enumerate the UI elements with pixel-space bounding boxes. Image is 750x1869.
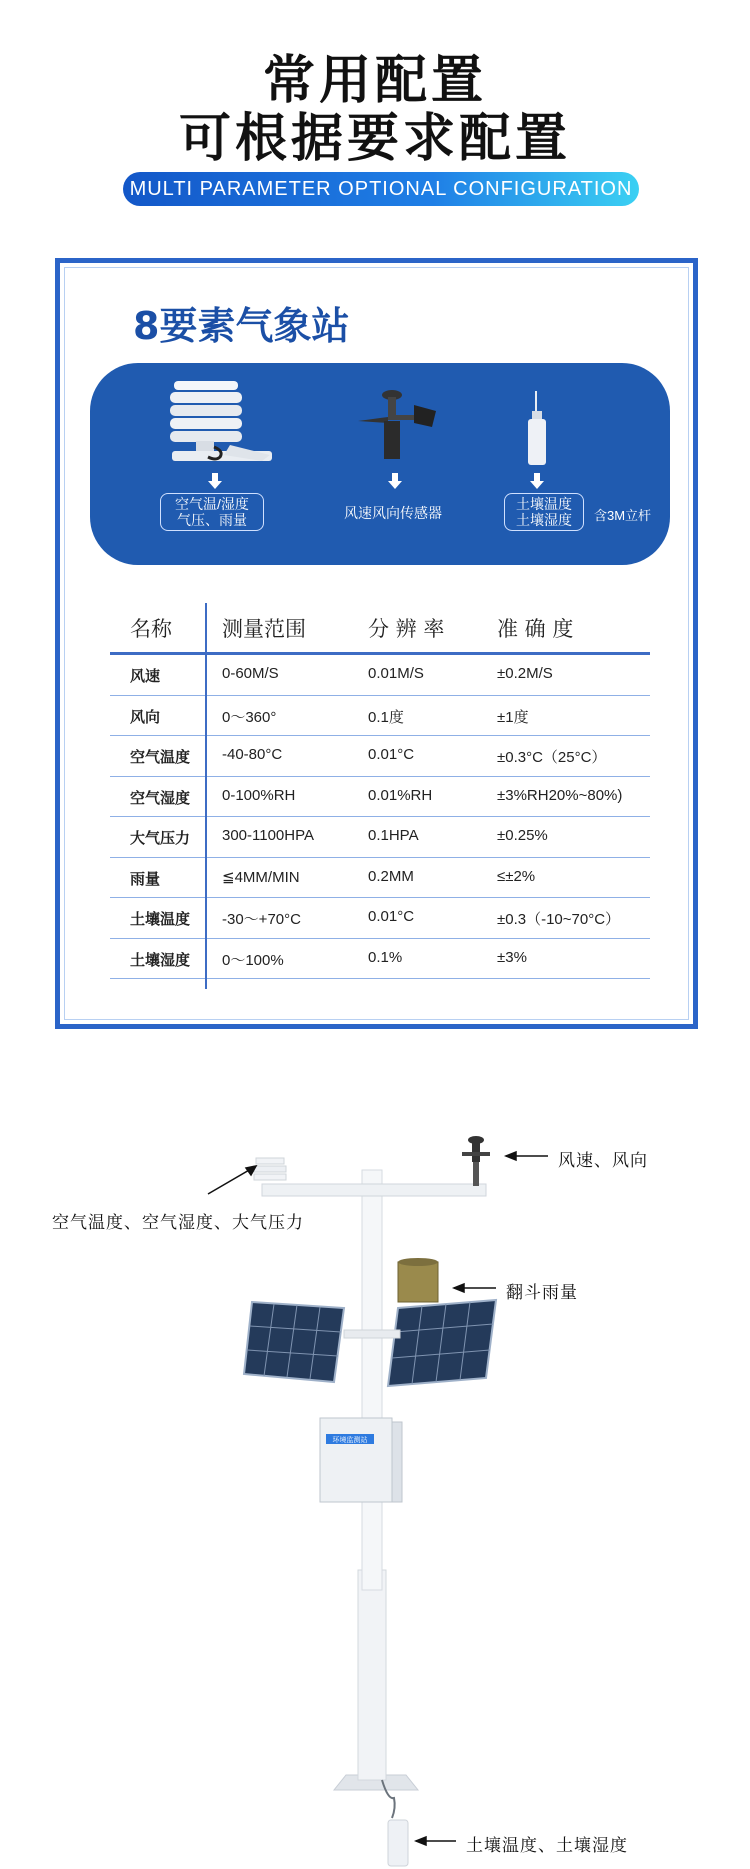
cell-accuracy: ±0.3（-10~70°C） (497, 911, 621, 928)
cell-name: 风向 (130, 707, 161, 726)
cell-resolution: 0.01M/S (368, 665, 424, 682)
page-title-line1: 常用配置 (262, 51, 487, 111)
soil-probe-icon (522, 391, 552, 467)
soil-callout-arrowhead (416, 1837, 426, 1845)
cell-resolution: 0.1HPA (368, 827, 419, 844)
sensor-label-soil (504, 493, 584, 531)
solar-panel-right (388, 1300, 496, 1386)
cell-resolution: 0.2MM (368, 867, 414, 885)
control-box (320, 1418, 402, 1502)
cell-accuracy: ±3% (497, 948, 527, 966)
crossarm (262, 1184, 486, 1196)
table-row (110, 655, 650, 696)
cell-range: 300-1100HPA (222, 827, 315, 844)
station-diagram (0, 1100, 750, 1869)
table-row (110, 777, 650, 818)
cell-resolution: 0.1度 (368, 708, 404, 726)
table-row (110, 817, 650, 858)
station-card (55, 258, 698, 1029)
air-sensor-model (254, 1158, 286, 1180)
sensor-label-soil-line1: 土壤温度 (516, 496, 572, 512)
wind-sensor-icon (358, 387, 438, 467)
cell-range: -30～+70°C (222, 911, 301, 928)
cell-resolution: 0.01°C (368, 908, 415, 925)
pole-note: 含3M立杆 (594, 508, 652, 523)
cell-name: 空气温度 (130, 748, 191, 766)
cell-accuracy: ±0.2M/S (497, 665, 553, 682)
callout-wind: 风速、风向 (558, 1151, 648, 1171)
cell-name: 空气湿度 (130, 788, 191, 807)
rain-callout-arrowhead (454, 1284, 464, 1292)
page-title-line2: 可根据要求配置 (178, 109, 571, 169)
rain-gauge-model (398, 1258, 438, 1302)
spec-table (110, 603, 650, 979)
wind-callout-arrowhead (506, 1152, 516, 1160)
pole-lower (358, 1570, 386, 1780)
subtitle-text: MULTI PARAMETER OPTIONAL CONFIGURATION (129, 177, 633, 200)
sensor-panel (90, 363, 670, 565)
cell-range: 0～100% (222, 951, 284, 969)
cell-range: -40-80°C (222, 746, 283, 763)
arrow-down-icon (208, 473, 222, 489)
cell-name: 风速 (130, 667, 161, 685)
table-row (110, 736, 650, 777)
header-range: 测量范围 (222, 617, 306, 641)
control-box-label: 环境监测站 (332, 1436, 368, 1444)
cell-accuracy: ±0.3°C（25°C） (497, 749, 607, 766)
cell-resolution: 0.01%RH (368, 786, 433, 804)
table-row (110, 939, 650, 980)
cell-name: 土壤湿度 (130, 950, 191, 969)
sensor-label-wind: 风速风向传感器 (344, 505, 442, 521)
sensor-label-soil-line2: 土壤湿度 (516, 512, 572, 528)
callout-rain: 翻斗雨量 (506, 1283, 578, 1303)
cell-resolution: 0.01°C (368, 746, 415, 763)
pole-upper (362, 1170, 382, 1590)
sensor-label-air-line2: 气压、雨量 (177, 512, 247, 528)
cell-range: ≦4MM/MIN (222, 868, 300, 886)
cell-accuracy: ±3%RH20%~80%) (497, 786, 623, 804)
solar-panel-left (244, 1302, 344, 1382)
station-title: 8要素气象站 (133, 304, 350, 348)
table-row (110, 898, 650, 939)
wind-sensor-model (462, 1136, 490, 1186)
table-row (110, 696, 650, 737)
sensor-label-air (160, 493, 264, 531)
cell-resolution: 0.1% (368, 948, 403, 966)
louvered-shield-sensor-icon (152, 375, 276, 467)
soil-sensor-model (382, 1780, 408, 1866)
cell-range: 0-60M/S (222, 665, 279, 682)
callout-air: 空气温度、空气湿度、大气压力 (52, 1213, 304, 1233)
cell-range: 0～360° (222, 708, 277, 726)
arrow-down-icon (388, 473, 402, 489)
cell-accuracy: ±0.25% (497, 827, 548, 844)
header-accuracy: 准 确 度 (497, 617, 574, 641)
cell-accuracy: ≤±2% (497, 867, 536, 885)
cell-name: 大气压力 (130, 829, 191, 847)
cell-accuracy: ±1度 (497, 708, 529, 726)
table-row (110, 858, 650, 899)
cell-name: 土壤温度 (130, 910, 191, 928)
header-name: 名称 (130, 617, 172, 641)
callout-soil: 土壤温度、土壤湿度 (466, 1836, 628, 1856)
spec-table-header (110, 603, 650, 655)
sensor-label-air-line1: 空气温/湿度 (175, 496, 249, 512)
cell-name: 雨量 (130, 869, 161, 888)
header-resolution: 分 辨 率 (368, 617, 445, 641)
cell-range: 0-100%RH (222, 786, 296, 804)
subtitle-banner (123, 172, 639, 206)
arrow-down-icon (530, 473, 544, 489)
column-divider (205, 603, 207, 989)
spec-rows (110, 655, 650, 979)
